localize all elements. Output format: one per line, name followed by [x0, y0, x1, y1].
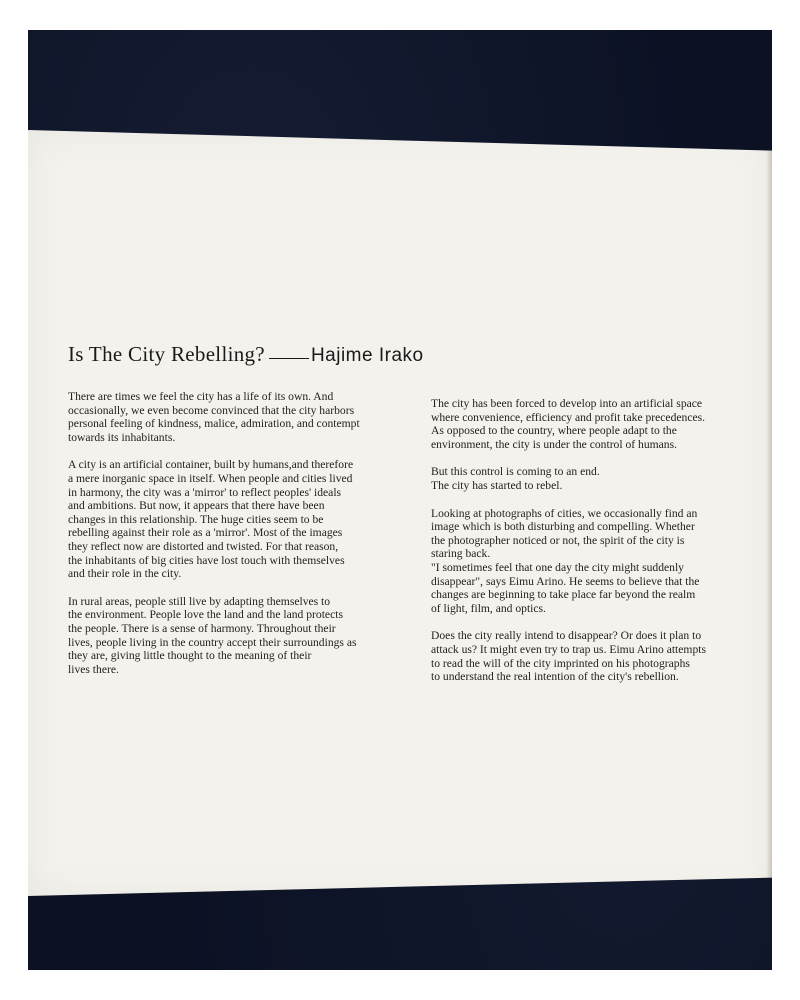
left-paragraph-1: There are times we feel the city has a life of its own. And occasionally, we even become convinced that the city harbors personal feeling of kindness, malice, admiration, and contempt towards its inhabitants.	[68, 390, 360, 444]
page-spine-shadow	[766, 142, 772, 882]
title-dash-separator	[269, 358, 309, 359]
right-paragraph-4: Does the city really intend to disappear? Or does it plan to attack us? It might even try to trap us. Eimu Arino attempts to read the will of the city imprinted on his photographs to understand the real intention of the city's rebellion.	[431, 629, 706, 684]
right-paragraph-3: Looking at photographs of cities, we occasionally find an image which is both disturbing and compelling. Whether the photographer noticed or not, the spirit of the city is staring back. "I sometimes feel that one day the city might suddenly disappear", says Eimu Arino. He seems to believe that the changes are beginning to take place far beyond the realm of light, film, and optics.	[431, 506, 700, 615]
right-paragraph-2: But this control is coming to an end. The city has started to rebel.	[431, 465, 600, 492]
right-text-column	[431, 397, 731, 698]
right-paragraph-1: The city has been forced to develop into an artificial space where convenience, efficiency and profit take precedences. As opposed to the country, where people adapt to the environment, the city is under the control of humans.	[431, 397, 706, 451]
left-text-column	[68, 390, 398, 690]
left-paragraph-2: A city is an artificial container, built by humans,and therefore a mere inorganic space in itself. When people and cities lived in harmony, the city was a 'mirror' to reflect peoples' ideals and ambitions. But now, it appears that there have been changes in this relationship. The huge cities seem to be rebelling against their role as a 'mirror'. Most of the images they reflect now are distorted and twisted. For that reason, the inhabitants of big cities have lost touch with themselves and their role in the city.	[68, 458, 354, 581]
article-title: Is The City Rebelling?	[68, 342, 265, 366]
left-paragraph-3: In rural areas, people still live by adapting themselves to the environment. People love the land and the land protects the people. There is a sense of harmony. Throughout their lives, people living in the country accept their surroundings as they are, giving little thought to the meaning of their lives there.	[68, 594, 357, 676]
article-author: Hajime Irako	[310, 345, 424, 366]
article-heading	[68, 342, 424, 367]
